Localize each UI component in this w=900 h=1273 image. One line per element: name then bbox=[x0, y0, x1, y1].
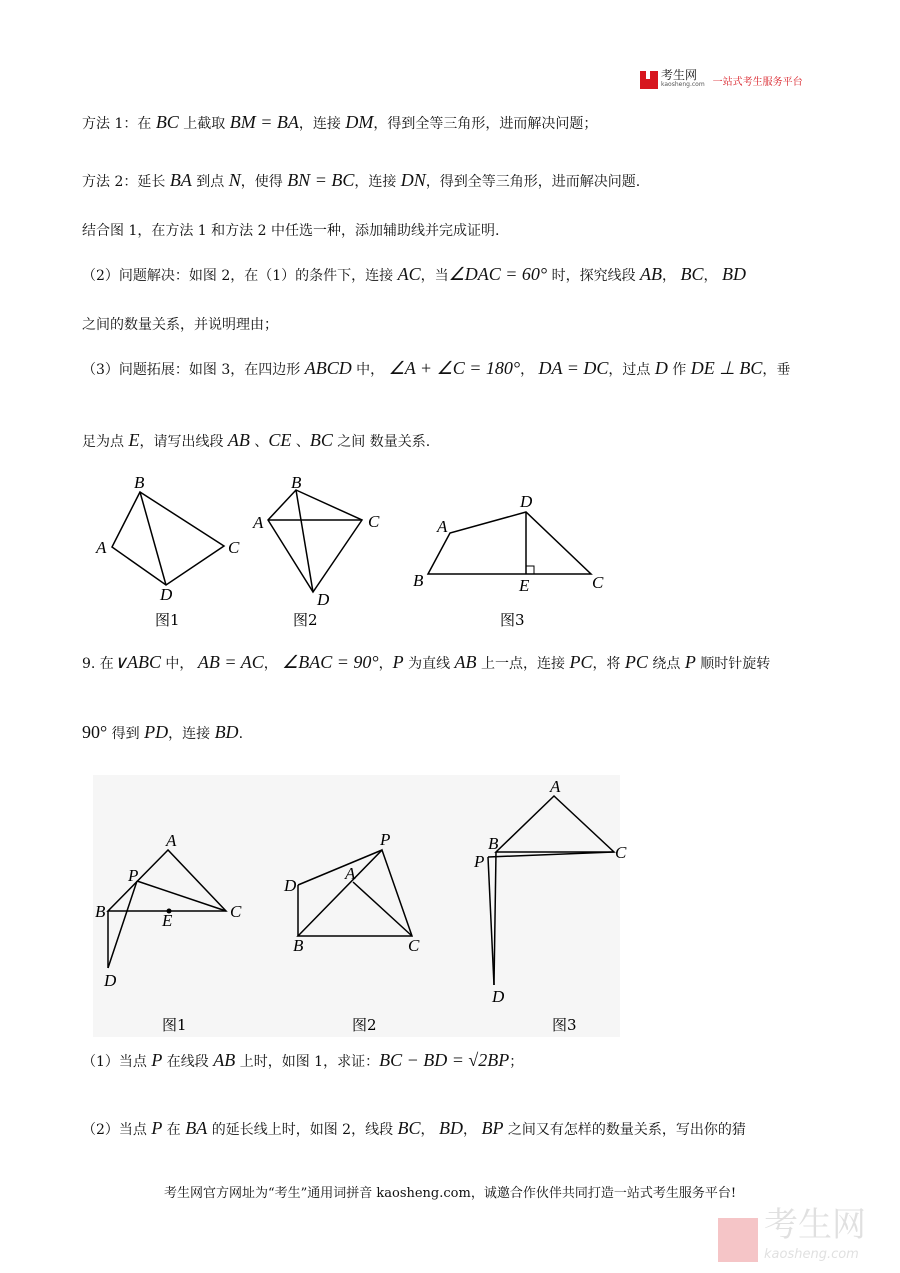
text-segment: 的延长线上时，如图 2，线段 bbox=[207, 1122, 398, 1138]
math-expression: BA bbox=[169, 170, 192, 190]
text-segment: （2）问题解决：如图 2，在（1）的条件下，连接 bbox=[82, 268, 398, 284]
math-expression: BN = BC bbox=[287, 170, 355, 190]
text-segment: （2）当点 bbox=[82, 1122, 152, 1138]
text-segment: 方法 2：延长 bbox=[82, 174, 170, 190]
text-segment: 90° bbox=[82, 722, 108, 742]
figure-caption: 图2 bbox=[352, 1016, 377, 1034]
text-segment: 作 bbox=[667, 362, 691, 378]
math-expression: BC bbox=[309, 430, 333, 450]
math-expression: AB bbox=[213, 1050, 236, 1070]
point-label: P bbox=[474, 852, 485, 871]
text-segment: 足为点 bbox=[82, 434, 129, 450]
text-segment: ，过点 bbox=[608, 362, 655, 378]
text-segment: 、 bbox=[291, 434, 310, 450]
text-segment: 方法 1：在 bbox=[82, 116, 156, 132]
math-expression: P bbox=[392, 652, 404, 672]
fig2-bd bbox=[296, 490, 313, 592]
watermark-name: 考生网 bbox=[764, 1205, 866, 1245]
point-label: C bbox=[230, 902, 242, 921]
math-expression: AB bbox=[640, 264, 663, 284]
text-segment: ， bbox=[662, 268, 681, 284]
math-expression: PD bbox=[144, 722, 169, 742]
figure-caption: 图3 bbox=[500, 611, 525, 629]
math-expression: P bbox=[684, 652, 696, 672]
text-segment: 时，探究线段 bbox=[547, 268, 641, 284]
point-label: B bbox=[95, 902, 106, 921]
point-label: D bbox=[284, 876, 297, 895]
math-expression: CE bbox=[268, 430, 292, 450]
point-label: C bbox=[368, 512, 380, 531]
math-expression: ∠DAC = 60° bbox=[448, 264, 548, 284]
point-label: E bbox=[519, 576, 530, 595]
text-segment: 到点 bbox=[191, 174, 229, 190]
watermark-logo bbox=[718, 1205, 866, 1270]
math-expression: N bbox=[228, 170, 241, 190]
math-expression: ABCD bbox=[304, 358, 352, 378]
math-expression: PC bbox=[624, 652, 648, 672]
figure-caption: 图2 bbox=[293, 611, 318, 629]
text-segment: 结合图 1，在方法 1 和方法 2 中任选一种，添加辅助线并完成证明. bbox=[82, 223, 500, 239]
text-segment: 在线段 bbox=[162, 1054, 214, 1070]
point-label: A bbox=[166, 831, 177, 850]
point-label: E bbox=[162, 911, 173, 930]
point-label: C bbox=[408, 936, 420, 955]
math-expression: BC − BD = √2BP bbox=[379, 1050, 510, 1070]
slogan: 一站式考生服务平台 bbox=[712, 76, 803, 88]
math-expression: PC bbox=[569, 652, 593, 672]
text-segment: ； bbox=[509, 1054, 524, 1070]
point-label: B bbox=[134, 473, 145, 492]
text-segment: ，连接 bbox=[298, 116, 346, 132]
text-segment: ，当 bbox=[420, 268, 449, 284]
point-label: D bbox=[317, 590, 330, 609]
math-expression: ∠BAC = 90° bbox=[282, 652, 379, 672]
text-segment: 上截取 bbox=[178, 116, 230, 132]
text-segment: ，使得 bbox=[240, 174, 288, 190]
text-segment: ，得到全等三角形，进而解决问题； bbox=[373, 116, 598, 132]
text-segment: ，连接 bbox=[354, 174, 401, 190]
text-segment: ， bbox=[378, 656, 393, 672]
point-label: A bbox=[437, 517, 448, 536]
math-expression: BM = BA bbox=[229, 112, 299, 132]
text-segment: ，得到全等三角形，进而解决问题. bbox=[425, 174, 641, 190]
text-segment: 中， bbox=[351, 362, 389, 378]
point-label: D bbox=[492, 987, 505, 1006]
text-segment: （3）问题拓展：如图 3，在四边形 bbox=[82, 362, 305, 378]
point-label: C bbox=[615, 843, 627, 862]
text-segment: ， bbox=[420, 1122, 439, 1138]
fig3-quad bbox=[428, 512, 591, 574]
watermark-icon bbox=[718, 1218, 758, 1262]
point-label: D bbox=[104, 971, 117, 990]
math-expression: ∠A + ∠C = 180° bbox=[388, 358, 521, 378]
point-label: D bbox=[160, 585, 173, 604]
point-label: B bbox=[413, 571, 424, 590]
point-label: A bbox=[345, 864, 356, 883]
text-segment: ，请写出线段 bbox=[139, 434, 228, 450]
point-label: P bbox=[380, 830, 391, 849]
watermark-domain: kaosheng.com bbox=[764, 1247, 859, 1262]
text-segment: ， bbox=[463, 1122, 482, 1138]
math-expression: E bbox=[128, 430, 140, 450]
footer-text: 考生网官方网址为“考生”通用词拼音 kaosheng.com，诚邀合作伙伴共同打造一站式考生服务平台! bbox=[163, 1186, 737, 1201]
text-segment: 、 bbox=[249, 434, 269, 450]
text-segment: 在 bbox=[162, 1122, 186, 1138]
logo-domain: kaosheng.com bbox=[661, 81, 705, 88]
math-expression: ∨ABC bbox=[113, 652, 161, 672]
text-segment: 上一点，连接 bbox=[476, 656, 570, 672]
text-segment: 为直线 bbox=[403, 656, 455, 672]
figure-caption: 图1 bbox=[155, 611, 180, 629]
text-segment: ， bbox=[263, 656, 283, 672]
figure-background bbox=[93, 775, 620, 1037]
math-expression: BD bbox=[214, 722, 239, 742]
math-expression: AB bbox=[454, 652, 477, 672]
math-expression: BA bbox=[185, 1118, 208, 1138]
point-label: A bbox=[253, 513, 264, 532]
math-expression: AC bbox=[397, 264, 421, 284]
text-segment: 之间又有怎样的数量关系，写出你的猜 bbox=[503, 1122, 746, 1138]
text-segment: 9. 在 bbox=[82, 656, 114, 672]
text-segment: ， bbox=[703, 268, 722, 284]
text-segment: . bbox=[238, 726, 244, 742]
text-segment: ，垂 bbox=[762, 362, 791, 378]
point-label: B bbox=[488, 834, 499, 853]
point-label: C bbox=[592, 573, 604, 592]
math-expression: DE ⊥ BC bbox=[690, 358, 763, 378]
text-segment: 绕点 bbox=[647, 656, 685, 672]
right-angle-mark bbox=[526, 566, 534, 574]
fig1-quad bbox=[112, 492, 224, 585]
math-expression: AB bbox=[227, 430, 250, 450]
math-expression: AB = AC bbox=[197, 652, 264, 672]
text-segment: 中， bbox=[160, 656, 198, 672]
figure-caption: 图3 bbox=[552, 1016, 577, 1034]
point-label: B bbox=[291, 473, 302, 492]
math-expression: BC bbox=[397, 1118, 421, 1138]
math-expression: BD bbox=[721, 264, 746, 284]
text-segment: 得到 bbox=[107, 726, 145, 742]
math-expression: DM bbox=[345, 112, 374, 132]
point-label: P bbox=[128, 866, 139, 885]
math-expression: BP bbox=[481, 1118, 504, 1138]
logo-name: 考生网 bbox=[661, 68, 698, 82]
point-label: A bbox=[550, 777, 561, 796]
figure-caption: 图1 bbox=[162, 1016, 187, 1034]
text-segment: 之间 数量关系. bbox=[332, 434, 431, 450]
text-segment: ，连接 bbox=[168, 726, 215, 742]
math-expression: D bbox=[654, 358, 668, 378]
text-segment: ，将 bbox=[592, 656, 625, 672]
math-expression: DN bbox=[400, 170, 426, 190]
point-label: B bbox=[293, 936, 304, 955]
point-label: A bbox=[96, 538, 107, 557]
text-segment: （1）当点 bbox=[82, 1054, 152, 1070]
math-expression: BD bbox=[439, 1118, 463, 1138]
fig2-quad bbox=[268, 490, 362, 592]
point-label: D bbox=[520, 492, 533, 511]
math-expression: P bbox=[151, 1118, 163, 1138]
text-segment: 上时，如图 1，求证： bbox=[235, 1054, 380, 1070]
math-expression: DA = DC bbox=[538, 358, 609, 378]
point-label: C bbox=[228, 538, 240, 557]
math-expression: P bbox=[151, 1050, 163, 1070]
math-expression: BC bbox=[155, 112, 179, 132]
text-segment: ， bbox=[520, 362, 539, 378]
text-segment: 顺时针旋转 bbox=[695, 656, 771, 672]
math-expression: BC bbox=[680, 264, 704, 284]
text-segment: 之间的数量关系，并说明理由； bbox=[82, 317, 278, 333]
